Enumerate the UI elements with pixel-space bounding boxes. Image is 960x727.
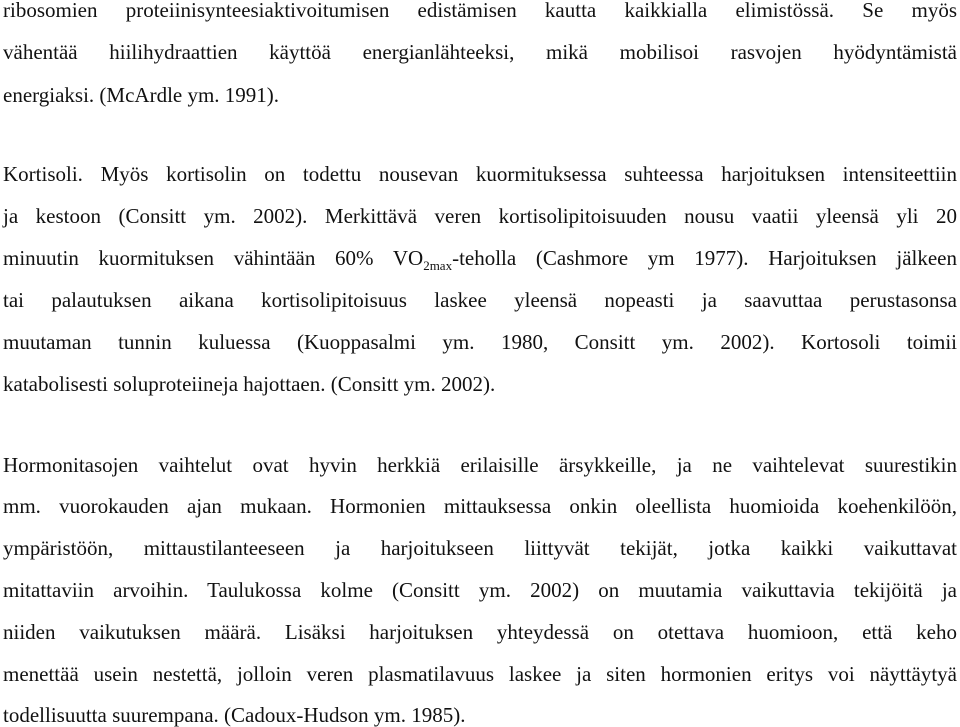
text-line: tai palautuksen aikana kortisolipitoisuus laskee yleensä nopeasti ja saavuttaa perustasonsa <box>3 288 957 312</box>
text-line: mitattaviin arvoihin. Taulukossa kolme (Consitt ym. 2002) on muutamia vaikuttavia tekijöitä ja <box>3 578 957 602</box>
text-line: ja kestoon (Consitt ym. 2002). Merkittävä veren kortisolipitoisuuden nousu vaatii yleensä yli 20 <box>3 204 957 228</box>
text-line: niiden vaikutuksen määrä. Lisäksi harjoituksen yhteydessä on otettava huomioon, että keho <box>3 620 957 644</box>
text-line: menettää usein nestettä, jolloin veren plasmatilavuus laskee ja siten hormonien eritys voi näyttäytyä <box>3 662 957 686</box>
text-line: energiaksi. (McArdle ym. 1991). <box>3 83 280 107</box>
text-line: muutaman tunnin kuluessa (Kuoppasalmi ym. 1980, Consitt ym. 2002). Kortosoli toimii <box>3 330 957 354</box>
text-line-with-subscript <box>3 246 958 273</box>
subscript-2max: 2max <box>423 258 453 273</box>
text-line: Kortisoli. Myös kortisolin on todettu nousevan kuormituksessa suhteessa harjoituksen intensiteettiin <box>3 162 957 186</box>
text-line: todellisuutta suurempana. (Cadoux-Hudson ym. 1985). <box>3 703 466 727</box>
text-line: ribosomien proteiinisynteesiaktivoitumisen edistämisen kautta kaikkialla elimistössä. Se myös <box>3 0 957 22</box>
text-line: ympäristöön, mittaustilanteeseen ja harjoitukseen liittyvät tekijät, jotka kaikki vaikuttavat <box>3 536 957 560</box>
text-segment: minuutin kuormituksen vähintään 60% VO <box>3 246 424 270</box>
text-line: katabolisesti soluproteiineja hajottaen. (Consitt ym. 2002). <box>3 372 496 396</box>
text-line: vähentää hiilihydraattien käyttöä energianlähteeksi, mikä mobilisoi rasvojen hyödyntämistä <box>3 40 957 64</box>
text-line: mm. vuorokauden ajan mukaan. Hormonien mittauksessa onkin oleellista huomioida koehenkilöön, <box>3 494 957 518</box>
text-line: Hormonitasojen vaihtelut ovat hyvin herkkiä erilaisille ärsykkeille, ja ne vaihtelevat suurestikin <box>3 453 957 477</box>
text-segment: -teholla (Cashmore ym 1977). Harjoituksen jälkeen <box>452 246 958 270</box>
